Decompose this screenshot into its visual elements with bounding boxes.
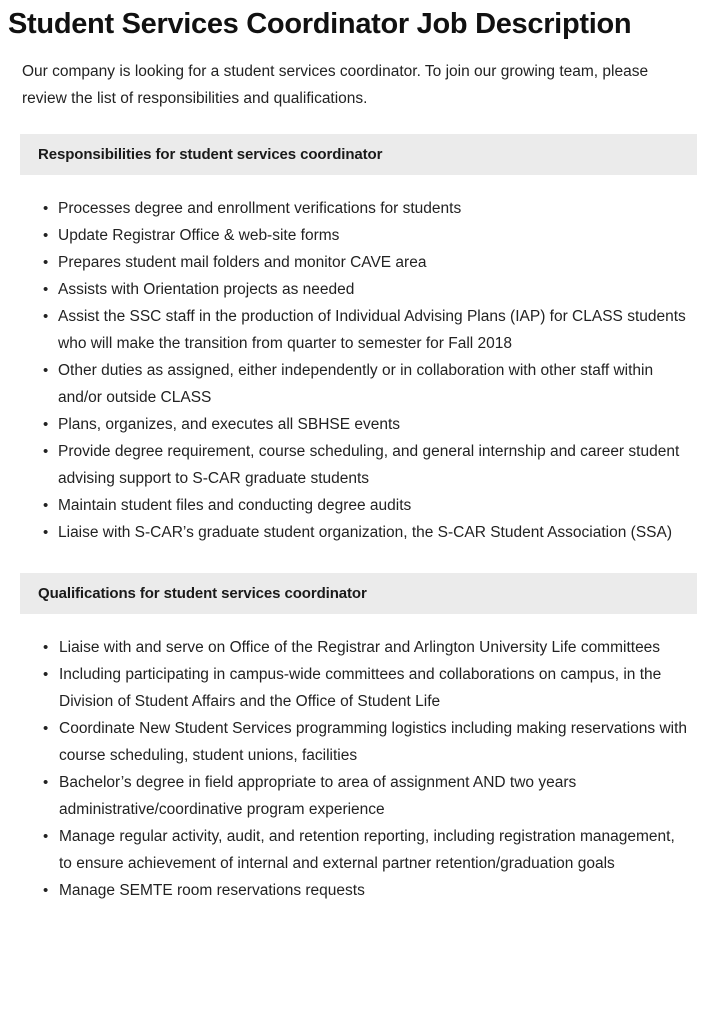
- list-item: • Including participating in campus-wide committees and collaborations on campus, in the Division of Student Affairs and the Office of Student Life: [59, 661, 690, 715]
- responsibilities-section: [0, 134, 720, 546]
- list-item: • Update Registrar Office & web-site forms: [58, 222, 690, 249]
- list-item: • Manage SEMTE room reservations requests: [59, 877, 690, 904]
- list-item: • Manage regular activity, audit, and retention reporting, including registration management, to ensure achievement of internal and external partner retention/graduation goals: [59, 823, 690, 877]
- qualifications-heading-label: Qualifications for student services coordinator: [38, 585, 367, 602]
- list-item: • Prepares student mail folders and monitor CAVE area: [58, 249, 690, 276]
- list-item: • Processes degree and enrollment verifications for students: [58, 195, 690, 222]
- list-item: • Coordinate New Student Services programming logistics including making reservations with course scheduling, student unions, facilities: [59, 715, 690, 769]
- qualifications-section: [0, 573, 720, 904]
- responsibilities-section-header: [20, 134, 697, 175]
- responsibilities-heading-label: Responsibilities for student services coordinator: [38, 146, 383, 163]
- list-item: • Other duties as assigned, either independently or in collaboration with other staff within and/or outside CLASS: [58, 357, 690, 411]
- list-item: • Assist the SSC staff in the production of Individual Advising Plans (IAP) for CLASS students who will make the transition from quarter to semester for Fall 2018: [58, 303, 690, 357]
- page-title: Student Services Coordinator Job Description: [8, 8, 632, 40]
- responsibilities-list: [0, 195, 690, 546]
- list-item: • Liaise with and serve on Office of the Registrar and Arlington University Life committees: [59, 634, 690, 661]
- qualifications-section-header: [20, 573, 697, 614]
- list-item: • Plans, organizes, and executes all SBHSE events: [58, 411, 690, 438]
- intro-paragraph: Our company is looking for a student services coordinator. To join our growing team, please review the list of responsibilities and qualifications.: [22, 63, 649, 107]
- qualifications-list: [0, 634, 690, 904]
- list-item: • Liaise with S-CAR’s graduate student organization, the S-CAR Student Association (SSA): [58, 519, 690, 546]
- list-item: • Assists with Orientation projects as needed: [58, 276, 690, 303]
- list-item: • Provide degree requirement, course scheduling, and general internship and career student advising support to S-CAR graduate students: [58, 438, 690, 492]
- list-item: • Bachelor’s degree in field appropriate to area of assignment AND two years administrative/coordinative program experience: [59, 769, 690, 823]
- list-item: • Maintain student files and conducting degree audits: [58, 492, 690, 519]
